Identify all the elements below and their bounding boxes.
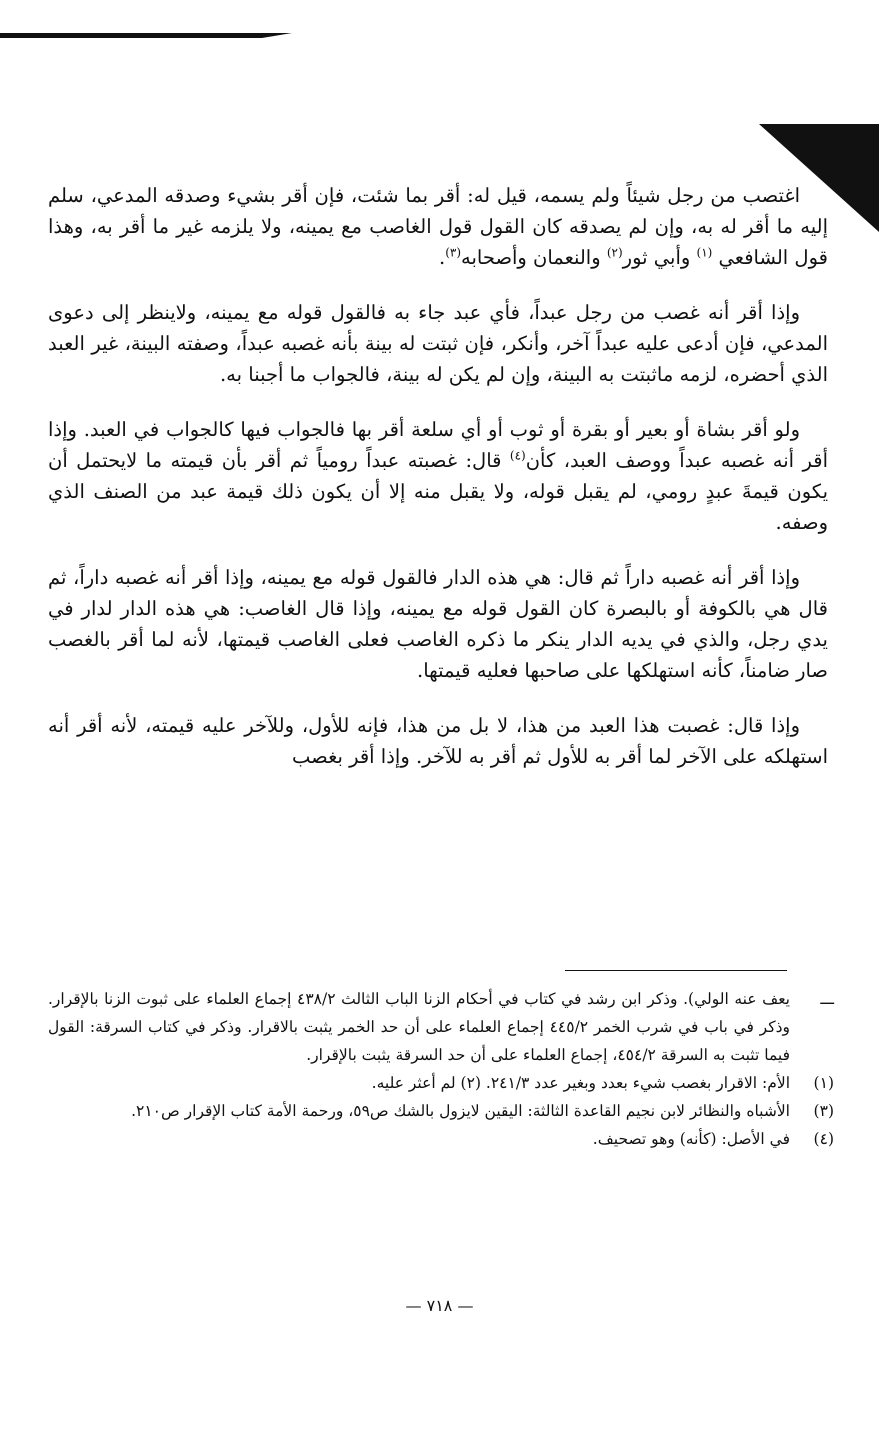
paragraph-1-mid-2: والنعمان وأصحابه — [461, 246, 607, 269]
paragraph-1 — [48, 180, 828, 273]
paragraph-1-end: . — [439, 246, 446, 269]
footnote-4 — [48, 1125, 834, 1153]
footnote-number: (٤) — [813, 1130, 834, 1148]
footnote-text: الأم: الاقرار بغصب شيء بعدد وبغير عدد ٢٤١/٣. (٢) لم أعثر عليه. — [371, 1074, 790, 1092]
paragraph-2: وإذا أقر أنه غصب من رجل عبداً، فأي عبد جاء به فالقول قوله مع يمينه، ولاينظر إلى دعوى المدعي، فإن أدعى عليه عبداً آخر، وأنكر، فإن ثبتت له بينة بأنه غصبه عبداً، وصفته البينة، غير العبد الذي أحضره، لزمه ماثبتت به البينة، وإن لم يكن له بينة، فالجواب ما أجبنا به. — [48, 301, 828, 386]
footnote-ref-2: (٢) — [606, 245, 623, 260]
paragraph-4: وإذا أقر أنه غصبه داراً ثم قال: هي هذه الدار فالقول قوله مع يمينه، وإذا أقر أنه غصبه داراً، ثم قال هي بالكوفة أو بالبصرة كان القول قوله مع يمينه، وإذا قال الغاصب: هي هذه الدار لدار في يدي رجل، والذي في يديه الدار ينكر ما ذكره الغاصب فعلى الغاصب قيمتها، لأنه لما أقر بالغصب صار ضامناً، كأنه استهلكها على صاحبها فعليه قيمتها. — [48, 566, 828, 682]
footnote-continued — [48, 985, 834, 1069]
paragraph-3 — [48, 414, 828, 538]
main-text — [48, 180, 828, 796]
footnote-3 — [48, 1097, 834, 1125]
footnote-ref-1: (١) — [696, 245, 713, 260]
paragraph-5: وإذا قال: غصبت هذا العبد من هذا، لا بل من هذا، فإنه للأول، وللآخر عليه قيمته، لأنه أقر أنه استهلكه على الآخر لما أقر به للأول ثم أقر به للآخر. وإذا أقر بغصب — [48, 714, 828, 768]
page-number: — ٧١٨ — — [405, 1296, 474, 1315]
footnote-1 — [48, 1069, 834, 1097]
header-rule — [0, 33, 292, 38]
paragraph-3-text: ولو أقر بشاة أو بعير أو بقرة أو ثوب أو أي سلعة أقر بها فالجواب فيها كالجواب في العبد. وإذا أقر أنه غصبه عبداً ووصف العبد، كأن — [48, 418, 828, 472]
footnote-ref-3: (٣) — [445, 245, 462, 260]
footnote-text: يعف عنه الولي). وذكر ابن رشد في كتاب في أحكام الزنا الباب الثالث ٤٣٨/٢ إجماع العلماء على ثبوت الزنا بالإقرار. وذكر في باب في شرب الخمر ٤٤٥/٢ إجماع العلماء على أن حد الخمر يثبت بالاقرار. وذكر في كتاب السرقة: القول فيما تثبت به السرقة ٤٥٤/٢، إجماع العلماء على أن حد السرقة يثبت بالإقرار. — [48, 990, 790, 1064]
footnote-number: (٣) — [813, 1102, 834, 1120]
paragraph-1-text: اغتصب من رجل شيئاً ولم يسمه، قيل له: أقر بما شئت، فإن أقر بشيء وصدقه المدعي، سلم إليه ما أقر له به، وإن لم يصدقه كان القول قول الغاصب مع يمينه، ولا يلزمه غير ما أقر به، وهذا قول الشافعي — [48, 184, 828, 269]
paragraph-1-mid-1: وأبي ثور — [622, 246, 697, 269]
footnote-marker: ـــ — [820, 990, 834, 1008]
footnote-number: (١) — [813, 1074, 834, 1092]
footnote-separator — [565, 970, 787, 971]
paragraph-3-rest: قال: غصبته عبداً رومياً ثم أقر بأن قيمته ما لايحتمل أن يكون قيمةَ عبدٍ رومي، لم يقبل قوله، ولا يقبل منه إلا أن يكون ذلك قيمة عبد من الصنف الذي وصفه. — [48, 449, 828, 534]
footnote-text: الأشباه والنظائر لابن نجيم القاعدة الثالثة: اليقين لايزول بالشك ص٥٩، ورحمة الأمة كتاب الإقرار ص٢١٠. — [131, 1102, 790, 1120]
footnotes — [48, 985, 834, 1153]
footnote-ref-4: (٤) — [509, 448, 526, 463]
footnote-text: في الأصل: (كأنه) وهو تصحيف. — [592, 1130, 790, 1148]
